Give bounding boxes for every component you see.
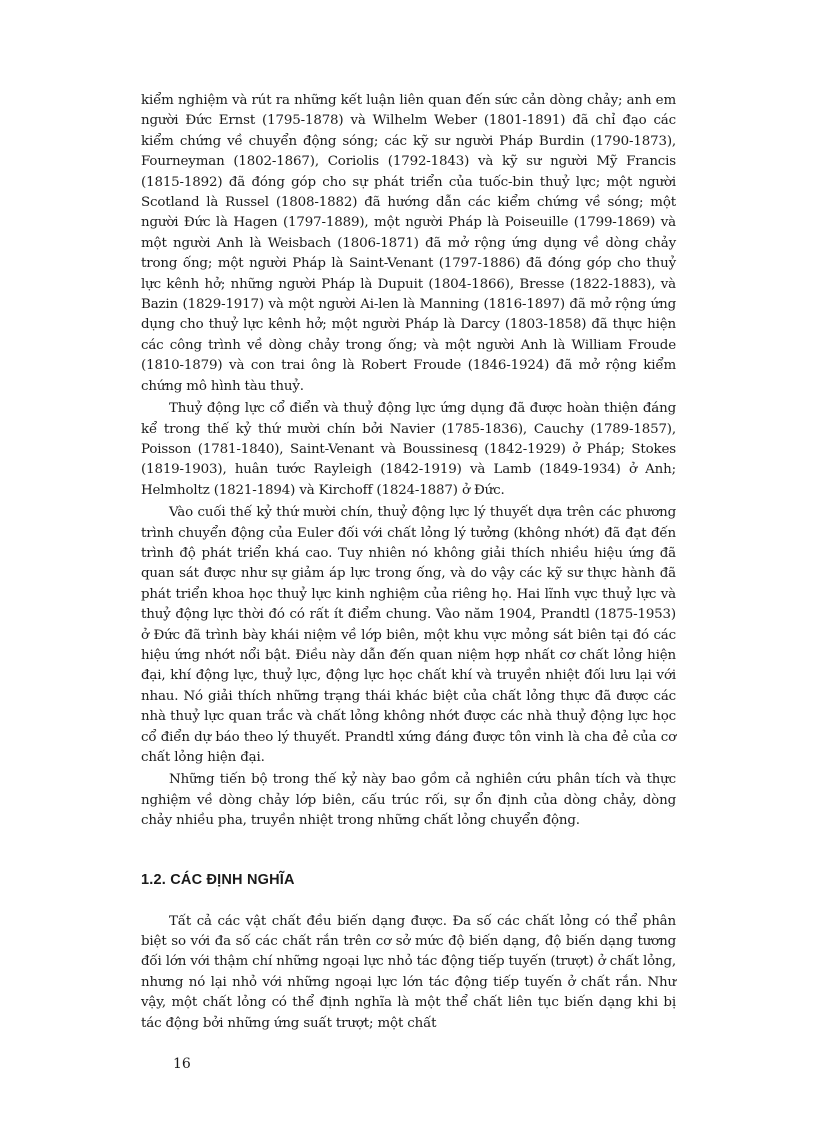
page-content (141, 91, 676, 1034)
section-heading (141, 872, 676, 888)
paragraph-prandtl-boundary-layer: Vào cuối thế kỷ thứ mười chín, thuỷ động lực lý thuyết dựa trên các phương trình chuyển động của Euler đối với chất lỏng lý tưởng (không nhớt) đã đạt đến trình độ phát triển khá cao. Tuy nhiên nó không giải thích nhiều hiệu ứng đã quan sát được như sự giảm áp lực trong ống, và do vậy các kỹ sư thực hành đã phát triển khoa học thuỷ lực kinh nghiệm của riêng họ. Hai lĩnh vực thuỷ lực và thuỷ động lực thời đó có rất ít điểm chung. Vào năm 1904, Prandtl (1875-1953) ở Đức đã trình bày khái niệm về lớp biên, một khu vực mỏng sát biên tại đó các hiệu ứng nhớt nổi bật. Điều này dẫn đến quan niệm hợp nhất cơ chất lỏng hiện đại, khí động lực, thuỷ lực, động lực học chất khí và truyền nhiệt đối lưu lại với nhau. Nó giải thích những trạng thái khác biệt của chất lỏng thực đã được các nhà thuỷ lực quan trắc và chất lỏng không nhớt được các nhà thuỷ động lực học cổ điển dự báo theo lý thuyết. Prandtl xứng đáng được tôn vinh là cha đẻ của cơ chất lỏng hiện đại. (141, 505, 676, 765)
section-number: 1.2. (141, 871, 166, 888)
paragraph-classical-hydrodynamics: Thuỷ động lực cổ điển và thuỷ động lực ứng dụng đã được hoàn thiện đáng kể trong thế kỷ thứ mười chín bởi Navier (1785-1836), Cauchy (1789-1857), Poisson (1781-1840), Saint-Venant và Boussinesq (1842-1929) ở Pháp; Stokes (1819-1903), huân tước Rayleigh (1842-1919) và Lamb (1849-1934) ở Anh; Helmholtz (1821-1894) và Kirchoff (1824-1887) ở Đức. (141, 401, 676, 498)
paragraph-definition-of-fluid: Tất cả các vật chất đều biến dạng được. Đa số các chất lỏng có thể phân biệt so với đa số các chất rắn trên cơ sở mức độ biến dạng, độ biến dạng tương đối lớn với thậm chí những ngoại lực nhỏ tác động tiếp tuyến (trượt) ở chất lỏng, nhưng nó lại nhỏ với những ngoại lực lớn tác động tiếp tuyến ở chất rắn. Như vậy, một chất lỏng có thể định nghĩa là một thể chất liên tục biến dạng khi bị tác động bởi những ứng suất trượt; một chất (141, 913, 676, 1031)
paragraph-twentieth-century-advances: Những tiến bộ trong thế kỷ này bao gồm cả nghiên cứu phân tích và thực nghiệm về dòng chảy lớp biên, cấu trúc rối, sự ổn định của dòng chảy, dòng chảy nhiều pha, truyền nhiệt trong những chất lỏng chuyển động. (141, 772, 676, 829)
paragraph-historical-contributors: kiểm nghiệm và rút ra những kết luận liên quan đến sức cản dòng chảy; anh em người Đức Ernst (1795-1878) và Wilhelm Weber (1801-1891) đã chỉ đạo các kiểm chứng về chuyển động sóng; các kỹ sư người Pháp Burdin (1790-1873), Fourneyman (1802-1867), Coriolis (1792-1843) và kỹ sư người Mỹ Francis (1815-1892) đã đóng góp cho sự phát triển của tuốc-bin thuỷ lực; một người Scotland là Russel (1808-1882) đã hướng dẫn các kiểm chứng về sóng; một người Đức là Hagen (1797-1889), một người Pháp là Poiseuille (1799-1869) và một người Anh là Weisbach (1806-1871) đã mở rộng ứng dụng về dòng chảy trong ống; một người Pháp là Saint-Venant (1797-1886) đã đóng góp cho thuỷ lực kênh hở; những người Pháp là Dupuit (1804-1866), Bresse (1822-1883), và Bazin (1829-1917) và một người Ai-len là Manning (1816-1897) đã mở rộng ứng dụng cho thuỷ lực kênh hở; một người Pháp là Darcy (1803-1858) đã thực hiện các công trình về dòng chảy trong ống; và một người Anh là William Froude (1810-1879) và con trai ông là Robert Froude (1846-1924) đã mở rộng kiểm chứng mô hình tàu thuỷ. (141, 93, 676, 394)
section-title: CÁC ĐỊNH NGHĨA (170, 871, 295, 888)
page-number: 16 (173, 1056, 191, 1072)
